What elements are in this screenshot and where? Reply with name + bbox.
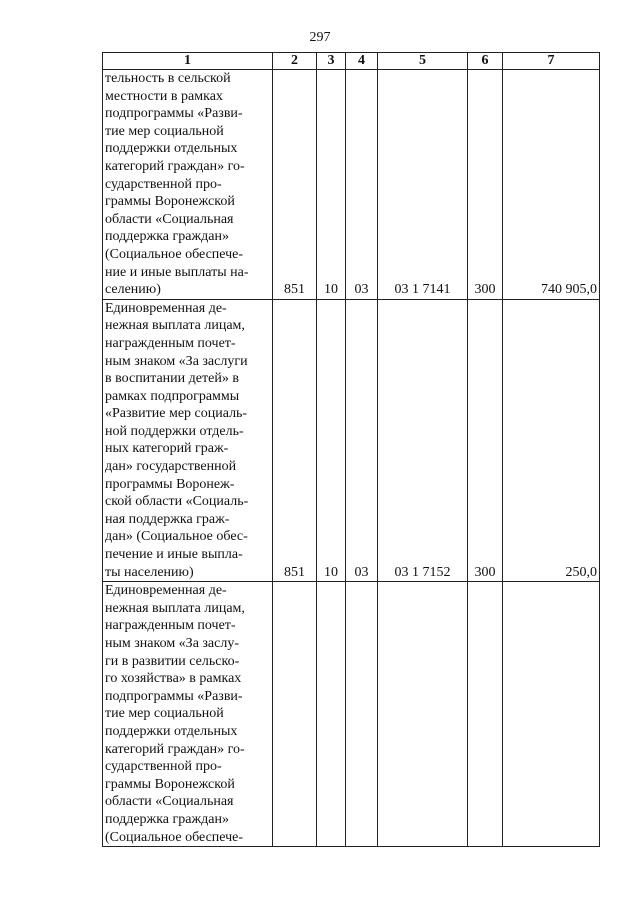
row-section: 10	[317, 299, 346, 582]
row-amount: 250,0	[503, 299, 600, 582]
row-ministry-code: 851	[273, 70, 317, 300]
row-description: Единовременная де- нежная выплата лицам, награжденным почет- ным знаком «За заслуги в воспитании детей» в рамках подпрограммы «Развитие мер социаль- ной поддержки отдель- ных категорий граж- дан» государственной программы Воронеж- ской области «Социаль- ная поддержка граж- дан» (Социальное обес- печение и иные выпла- ты населению)	[103, 299, 273, 582]
table-row	[103, 70, 600, 300]
row-description: тельность в сельской местности в рамках подпрограммы «Разви- тие мер социальной поддержки отдельных категорий граждан» го- сударственной про- граммы Воронежской области «Социальная поддержка граждан» (Социальное обеспече- ние и иные выплаты на- селению)	[103, 70, 273, 300]
page-number: 297	[309, 30, 331, 45]
table-header-row	[103, 53, 600, 70]
row-section	[317, 582, 346, 847]
row-subsection: 03	[346, 70, 378, 300]
table-row	[103, 299, 600, 582]
row-description: Единовременная де- нежная выплата лицам, награжденным почет- ным знаком «За заслу- ги в развитии сельско- го хозяйства» в рамках подпрограммы «Разви- тие мер социальной поддержки отдельных категорий граждан» го- сударственной про- граммы Воронежской области «Социальная поддержка граждан» (Социальное обеспече-	[103, 582, 273, 847]
row-expense-type: 300	[468, 299, 503, 582]
row-subsection	[346, 582, 378, 847]
table-row	[103, 582, 600, 847]
budget-table	[102, 52, 600, 847]
row-section: 10	[317, 70, 346, 300]
row-amount	[503, 582, 600, 847]
row-amount: 740 905,0	[503, 70, 600, 300]
row-expense-type: 300	[468, 70, 503, 300]
row-target-article	[378, 582, 468, 847]
row-ministry-code: 851	[273, 299, 317, 582]
header-col-5: 5	[378, 53, 468, 70]
row-expense-type	[468, 582, 503, 847]
row-ministry-code	[273, 582, 317, 847]
header-col-1: 1	[103, 53, 273, 70]
header-col-6: 6	[468, 53, 503, 70]
row-target-article: 03 1 7141	[378, 70, 468, 300]
row-subsection: 03	[346, 299, 378, 582]
header-col-4: 4	[346, 53, 378, 70]
header-col-7: 7	[503, 53, 600, 70]
row-target-article: 03 1 7152	[378, 299, 468, 582]
header-col-2: 2	[273, 53, 317, 70]
header-col-3: 3	[317, 53, 346, 70]
